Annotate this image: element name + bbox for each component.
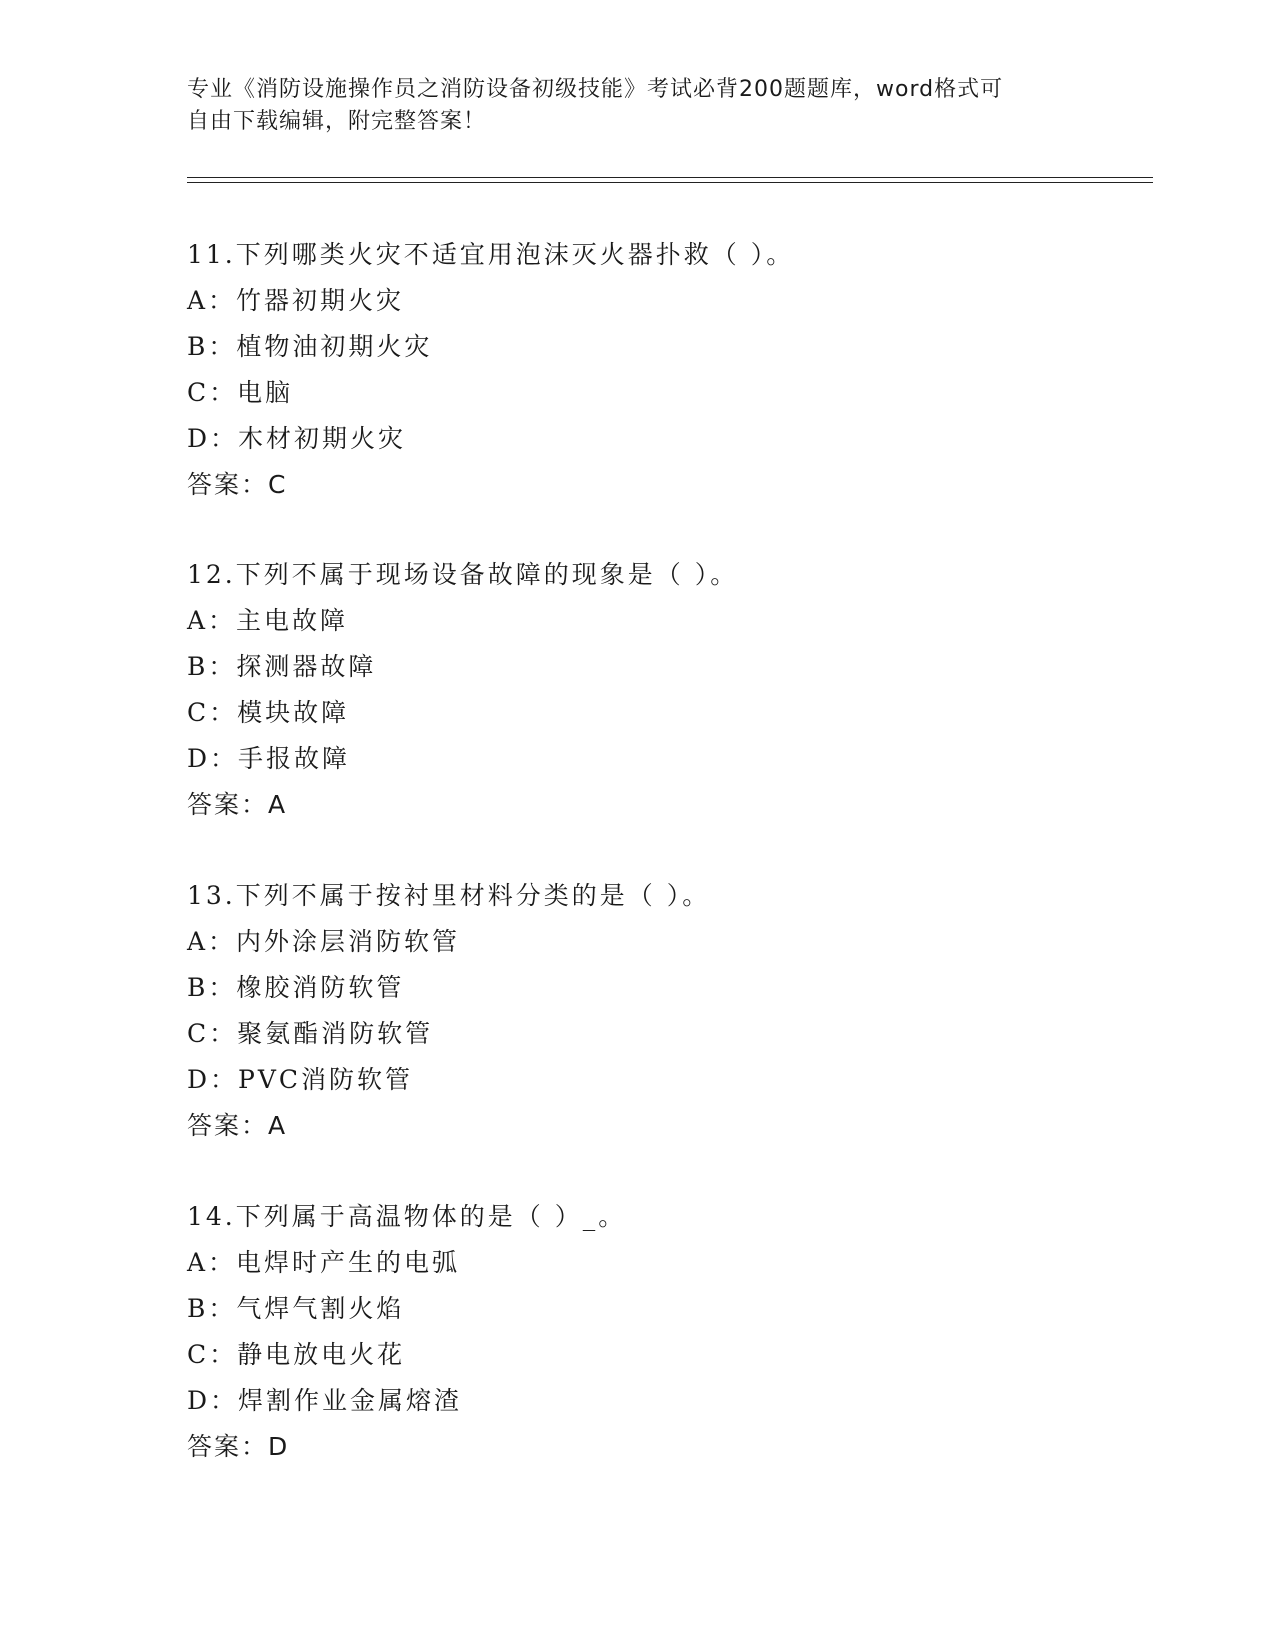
option-a: A：主电故障 <box>187 606 349 635</box>
option-a: A：内外涂层消防软管 <box>187 927 461 956</box>
option-a: A：电焊时产生的电弧 <box>187 1248 461 1277</box>
option-c: C：模块故障 <box>187 698 350 727</box>
question-stem: 14.下列属于高温物体的是（ ）_。 <box>187 1202 627 1231</box>
question-12 <box>187 552 1147 828</box>
option-d: D：木材初期火灾 <box>187 424 407 453</box>
question-11 <box>187 232 1147 508</box>
question-stem: 13.下列不属于按衬里材料分类的是（ ）。 <box>187 881 711 910</box>
question-13 <box>187 873 1147 1149</box>
option-c: C：静电放电火花 <box>187 1340 406 1369</box>
header-divider-bottom <box>187 182 1153 183</box>
answer: 答案：A <box>187 790 288 819</box>
option-b: B：橡胶消防软管 <box>187 973 405 1002</box>
question-stem: 12.下列不属于现场设备故障的现象是（ ）。 <box>187 560 739 589</box>
answer: 答案：D <box>187 1432 290 1461</box>
option-a: A：竹器初期火灾 <box>187 286 405 315</box>
option-b: B：植物油初期火灾 <box>187 332 433 361</box>
answer: 答案：A <box>187 1111 288 1140</box>
header-line-1: 专业《消防设施操作员之消防设备初级技能》考试必背200题题库，word格式可 <box>187 77 1004 102</box>
question-14 <box>187 1194 1147 1470</box>
option-d: D：PVC消防软管 <box>187 1065 414 1094</box>
option-c: C：聚氨酯消防软管 <box>187 1019 434 1048</box>
header-divider-top <box>187 177 1153 178</box>
option-c: C：电脑 <box>187 378 294 407</box>
option-b: B：气焊气割火焰 <box>187 1294 405 1323</box>
option-d: D：焊割作业金属熔渣 <box>187 1386 463 1415</box>
option-d: D：手报故障 <box>187 744 351 773</box>
option-b: B：探测器故障 <box>187 652 377 681</box>
document-header <box>187 74 1087 138</box>
answer: 答案：C <box>187 470 288 499</box>
question-stem: 11.下列哪类火灾不适宜用泡沫灭火器扑救（ ）。 <box>187 240 795 269</box>
header-line-2: 自由下载编辑，附完整答案！ <box>187 109 487 134</box>
